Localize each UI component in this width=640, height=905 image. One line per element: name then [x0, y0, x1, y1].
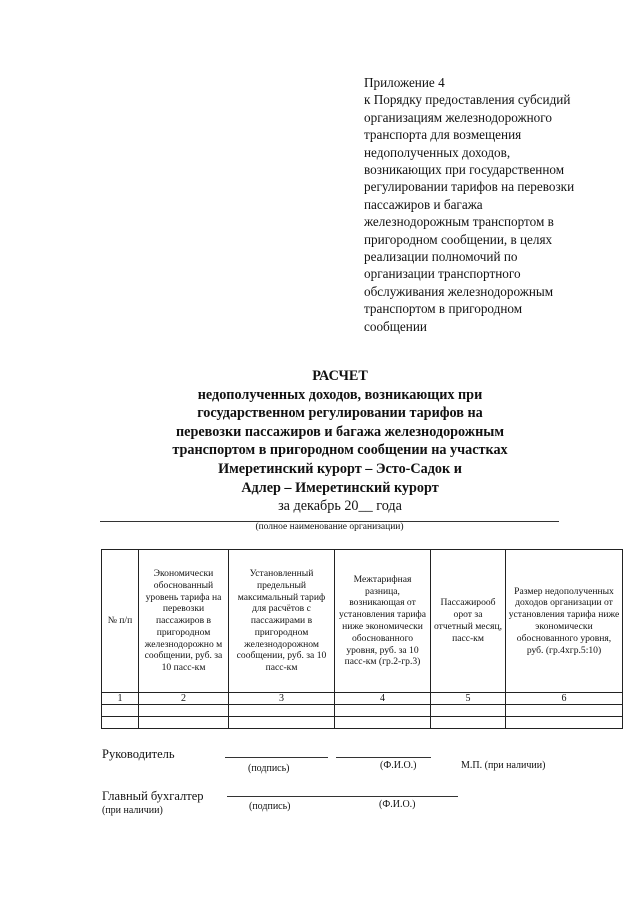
- head-signature-caption: (подпись): [248, 763, 290, 774]
- appendix-reference: [364, 74, 630, 335]
- table-cell: [431, 717, 506, 729]
- header-cell-max-tariff: Установленный предельный максимальный тариф для расчётов с пассажирами в пригородном железнодорожном сообщении, руб. за 10 пасс-км: [229, 550, 335, 693]
- header-cell-number: № п/п: [102, 550, 139, 693]
- title-line: перевозки пассажиров и багажа железнодорожным: [175, 423, 505, 440]
- appendix-line: регулировании тарифов на перевозки: [364, 179, 575, 195]
- table-header-row: [102, 550, 623, 693]
- table-row: [102, 705, 623, 717]
- appendix-line: пассажиров и багажа: [364, 196, 483, 212]
- column-number: 3: [229, 693, 335, 705]
- table-row: [102, 717, 623, 729]
- title-period: за декабрь 20__ года: [278, 498, 402, 515]
- accountant-name-caption: (Ф.И.О.): [379, 799, 416, 810]
- appendix-line: организациям железнодорожного: [364, 109, 552, 125]
- column-number: 5: [431, 693, 506, 705]
- title-line: Адлер – Имеретинский курорт: [241, 479, 439, 496]
- header-cell-lost-income: Размер недополученных доходов организации от установления тарифа ниже экономически обоснованного уровня, руб. (гр.4хгр.5:10): [506, 550, 623, 693]
- appendix-line: транспортом в пригородном: [364, 301, 523, 317]
- accountant-signature-line: [227, 796, 458, 797]
- table-cell: [506, 705, 623, 717]
- head-signature-line: [225, 757, 328, 758]
- head-name-line: [336, 757, 431, 758]
- title-line: недополученных доходов, возникающих при: [197, 386, 483, 403]
- appendix-line: пригородном сообщении, в целях: [364, 231, 553, 247]
- column-number: 4: [335, 693, 431, 705]
- appendix-line: обслуживания железнодорожным: [364, 283, 554, 299]
- appendix-line: сообщении: [364, 318, 427, 334]
- title-line: Имеретинский курорт – Эсто-Садок и: [218, 460, 462, 477]
- appendix-line: недополученных доходов,: [364, 144, 511, 160]
- seal-caption: М.П. (при наличии): [461, 760, 546, 771]
- column-number: 6: [506, 693, 623, 705]
- table-cell: [431, 705, 506, 717]
- column-number: 2: [139, 693, 229, 705]
- header-cell-tariff-difference: Межтарифная разница, возникающая от установления тарифа ниже экономически обоснованного уровня, руб. за 10 пасс-км (гр.2-гр.3): [335, 550, 431, 693]
- column-number-row: [102, 693, 623, 705]
- header-cell-passenger-turnover: Пассажирооб орот за отчетный месяц, пасс-км: [431, 550, 506, 693]
- accountant-note: (при наличии): [102, 805, 163, 816]
- head-label: Руководитель: [102, 747, 175, 761]
- appendix-line: возникающих при государственном: [364, 162, 565, 178]
- appendix-line: организации транспортного: [364, 266, 521, 282]
- title-line: государственном регулировании тарифов на: [197, 405, 483, 422]
- table-cell: [139, 705, 229, 717]
- calculation-table: [101, 549, 623, 729]
- table-cell: [102, 705, 139, 717]
- appendix-line: к Порядку предоставления субсидий: [364, 92, 571, 108]
- table-cell: [506, 717, 623, 729]
- organization-caption: (полное наименование организации): [255, 522, 404, 532]
- title-heading: РАСЧЕТ: [312, 368, 368, 384]
- title-line: транспортом в пригородном сообщении на участках: [172, 442, 508, 459]
- appendix-line: железнодорожным транспортом в: [364, 214, 554, 230]
- table-cell: [335, 705, 431, 717]
- appendix-line: транспорта для возмещения: [364, 127, 522, 143]
- table-cell: [335, 717, 431, 729]
- appendix-line: реализации полномочий по: [364, 249, 518, 265]
- table-cell: [139, 717, 229, 729]
- column-number: 1: [102, 693, 139, 705]
- accountant-signature-caption: (подпись): [249, 801, 291, 812]
- accountant-label: Главный бухгалтер: [102, 789, 204, 803]
- appendix-line: Приложение 4: [364, 75, 445, 90]
- header-cell-economic-tariff: Экономически обоснованный уровень тарифа на перевозки пассажиров в пригородном железнодорожно м сообщении, руб. за 10 пасс-км: [139, 550, 229, 693]
- table-cell: [229, 717, 335, 729]
- head-name-caption: (Ф.И.О.): [380, 760, 417, 771]
- table-cell: [102, 717, 139, 729]
- table-cell: [229, 705, 335, 717]
- document-title: [120, 367, 560, 516]
